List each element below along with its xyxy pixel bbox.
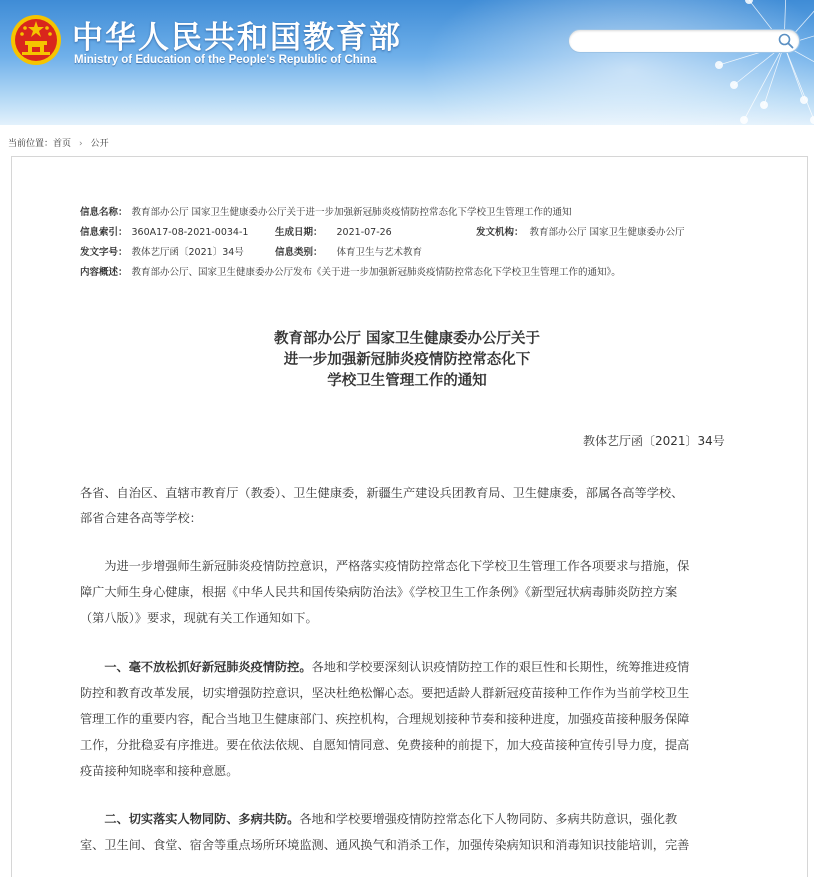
section1-line-2: 防控和教育改革发展，切实增强防控意识，坚决杜绝松懈心态。要把适龄人群新冠疫苗接种工作作为当前学校卫生: [80, 686, 690, 700]
section1-heading: 一、毫不放松抓好新冠肺炎疫情防控。: [80, 660, 312, 674]
national-emblem-icon: [10, 14, 62, 66]
section1-line-3: 管理工作的重要内容，配合当地卫生健康部门、疾控机构，合理规划接种节奏和接种进度，加强疫苗接种服务保障: [80, 712, 690, 726]
breadcrumb-home-link[interactable]: 首页: [53, 139, 72, 149]
section2-heading: 二、切实落实人物同防、多病共防。: [80, 812, 300, 826]
meta-org-value: 教育部办公厅 国家卫生健康委办公厅: [529, 227, 685, 238]
site-title: 中华人民共和国教育部: [72, 20, 402, 56]
meta-category-value: 体育卫生与艺术教育: [336, 247, 423, 258]
meta-index-value: 360A17-08-2021-0034-1: [131, 227, 249, 238]
meta-name-row: [80, 203, 572, 217]
meta-name-label: 信息名称：: [80, 207, 128, 218]
meta-org-row: [476, 223, 685, 237]
section1-line-1: [80, 654, 735, 680]
meta-docno-label: 发文字号：: [80, 247, 128, 258]
meta-docno-value: 教体艺厅函〔2021〕34号: [131, 247, 244, 258]
dandelion-decoration: [674, 0, 814, 125]
meta-docno-row: [80, 243, 244, 257]
meta-date-label: 生成日期：: [275, 227, 323, 238]
section1-first-text: 各地和学校要深刻认识疫情防控工作的艰巨性和长期性，统筹推进疫情: [311, 660, 690, 674]
section1-line-4: 工作，分批稳妥有序推进。要在依法依规、自愿知情同意、免费接种的前提下，加大疫苗接种宣传引导力度，提高: [80, 738, 690, 752]
meta-name-value: 教育部办公厅 国家卫生健康委办公厅关于进一步加强新冠肺炎疫情防控常态化下学校卫生管理工作的通知: [131, 207, 572, 218]
doc-title-line-1: 教育部办公厅 国家卫生健康委办公厅关于: [273, 331, 541, 347]
intro-line-1: 为进一步增强师生新冠肺炎疫情防控意识，严格落实疫情防控常态化下学校卫生管理工作各项要求与措施，保: [80, 559, 690, 573]
meta-index-label: 信息索引：: [80, 227, 128, 238]
meta-category-label: 信息类别：: [275, 247, 323, 258]
meta-summary-label: 内容概述：: [80, 267, 128, 278]
meta-summary-row: [80, 263, 621, 277]
addressee-line-1: 各省、自治区、直辖市教育厅（教委）、卫生健康委，新疆生产建设兵团教育局、卫生健康委，部属各高等学校、: [80, 486, 684, 500]
breadcrumb-label: 当前位置：: [8, 139, 54, 149]
meta-category-row: [275, 243, 422, 257]
breadcrumb-separator-icon: ›: [79, 139, 83, 149]
meta-org-label: 发文机构：: [476, 227, 524, 238]
addressee-line-2: 部省合建各高等学校：: [80, 511, 202, 525]
meta-date-row: [275, 223, 392, 237]
meta-index-row: [80, 223, 248, 237]
section1-line-5: 疫苗接种知晓率和接种意愿。: [80, 764, 239, 778]
section2-line-2: 室、卫生间、食堂、宿舍等重点场所环境监测、通风换气和消杀工作，加强传染病知识和消毒知识技能培训，完善: [80, 838, 690, 852]
section2-line-1: [80, 806, 735, 832]
site-subtitle: Ministry of Education of the People's Republic of China: [74, 54, 377, 66]
section2-first-text: 各地和学校要增强疫情防控常态化下人物同防、多病共防意识，强化教: [299, 812, 678, 826]
meta-date-value: 2021-07-26: [336, 227, 392, 238]
doc-number: 教体艺厅函〔2021〕34号: [583, 434, 725, 448]
search-input[interactable]: [579, 32, 773, 52]
search-icon[interactable]: [777, 32, 795, 50]
intro-line-3: （第八版）》要求，现就有关工作通知如下。: [80, 611, 318, 625]
meta-summary-value: 教育部办公厅、国家卫生健康委办公厅发布《关于进一步加强新冠肺炎疫情防控常态化下学校卫生管理工作的通知》。: [131, 267, 621, 278]
site-header: [0, 0, 814, 125]
breadcrumb-public-link[interactable]: 公开: [90, 139, 109, 149]
doc-title-line-3: 学校卫生管理工作的通知: [327, 373, 487, 389]
intro-line-2: 障广大师生身心健康，根据《中华人民共和国传染病防治法》《学校卫生工作条例》《新型冠状病毒肺炎防控方案: [80, 585, 678, 599]
breadcrumb: [8, 136, 109, 149]
search-box: [568, 29, 800, 53]
doc-title-line-2: 进一步加强新冠肺炎疫情防控常态化下: [283, 352, 531, 368]
